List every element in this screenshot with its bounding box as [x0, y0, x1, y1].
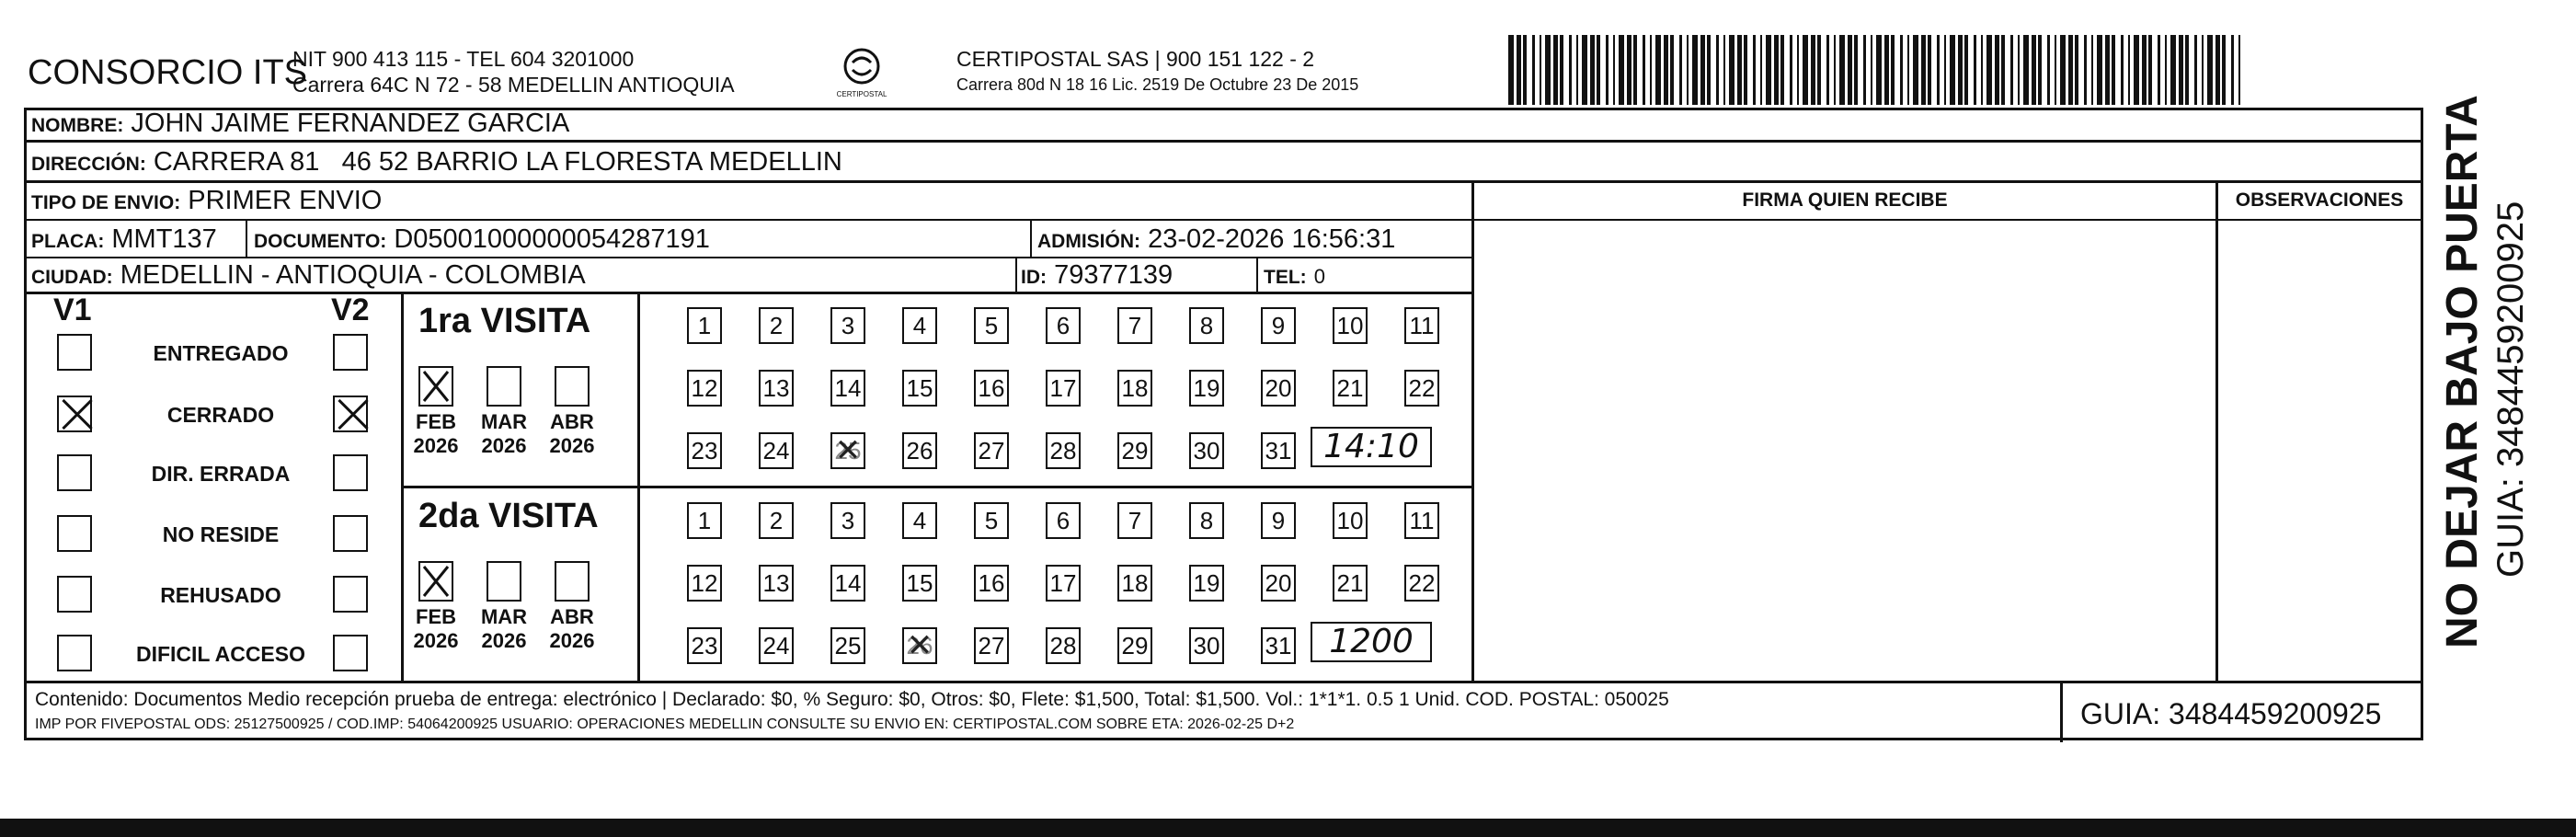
- barcode-bar: [1569, 35, 1572, 105]
- month-year: 2026: [549, 629, 595, 652]
- ciudad-label: CIUDAD:: [31, 267, 113, 288]
- month-checkbox[interactable]: [418, 561, 453, 602]
- direccion-value: CARRERA 81 46 52 BARRIO LA FLORESTA MEDELLIN: [153, 147, 842, 177]
- day-box[interactable]: 17: [1046, 565, 1081, 602]
- barcode-bar: [1876, 35, 1882, 105]
- barcode-bar: [1928, 35, 1931, 105]
- barcode-bar: [2055, 35, 2056, 105]
- barcode-bar: [1619, 35, 1624, 105]
- day-box[interactable]: 3: [830, 502, 865, 539]
- barcode-bar: [2121, 35, 2124, 105]
- barcode-bar: [1834, 35, 1836, 105]
- barcode-bar: [2179, 35, 2183, 105]
- v1-checkbox[interactable]: [57, 334, 92, 371]
- visit-time: 14:10: [1311, 427, 1432, 467]
- day-box[interactable]: 31: [1261, 432, 1296, 469]
- day-box[interactable]: 7: [1117, 502, 1152, 539]
- barcode-bar: [1817, 35, 1821, 105]
- placa-label: PLACA:: [31, 231, 105, 252]
- certipostal-line: CERTIPOSTAL SAS | 900 151 122 - 2: [956, 47, 1315, 71]
- guia-number: GUIA: 3484459200925: [2080, 697, 2382, 730]
- day-box[interactable]: 15: [902, 370, 937, 407]
- check-mark-icon: [420, 368, 452, 405]
- v2-checkbox[interactable]: [333, 515, 368, 552]
- month-year: 2026: [481, 629, 527, 652]
- month-name: FEB: [416, 410, 456, 433]
- day-box[interactable]: 13: [759, 565, 794, 602]
- barcode-bar: [1540, 35, 1541, 105]
- status-option-label: DIR. ERRADA: [151, 462, 291, 486]
- barcode-bar: [1679, 35, 1682, 105]
- barcode-bar: [2060, 35, 2066, 105]
- barcode-bar: [1723, 35, 1725, 105]
- company-contact: [292, 46, 735, 97]
- barcode-bar: [2231, 35, 2234, 105]
- barcode: [1508, 35, 2244, 105]
- day-box[interactable]: 19: [1189, 370, 1224, 407]
- barcode-bar: [2134, 35, 2139, 105]
- month-year: 2026: [413, 629, 459, 652]
- barcode-bar: [1995, 35, 1999, 105]
- day-box[interactable]: 28: [1046, 432, 1081, 469]
- day-box[interactable]: 14: [830, 565, 865, 602]
- barcode-bar: [2047, 35, 2050, 105]
- month-name: MAR: [480, 410, 528, 433]
- day-box[interactable]: 13: [759, 370, 794, 407]
- month-year: 2026: [481, 434, 527, 457]
- tel-label: TEL:: [1264, 267, 1307, 288]
- day-box[interactable]: 3: [830, 307, 865, 344]
- barcode-bar: [1517, 35, 1521, 105]
- day-box[interactable]: 9: [1261, 502, 1296, 539]
- nombre-value: JOHN JAIME FERNANDEZ GARCIA: [131, 109, 570, 138]
- barcode-bar: [1907, 35, 1909, 105]
- day-box[interactable]: 2: [759, 307, 794, 344]
- company-address: Carrera 64C N 72 - 58 MEDELLIN ANTIOQUIA: [292, 73, 735, 97]
- barcode-bar: [1766, 35, 1771, 105]
- month-label: [476, 605, 532, 653]
- day-box[interactable]: 16: [974, 370, 1009, 407]
- month-name: MAR: [480, 605, 528, 628]
- barcode-bar: [1964, 35, 1968, 105]
- v1-checkbox[interactable]: [57, 396, 92, 432]
- day-box[interactable]: 10: [1333, 307, 1368, 344]
- barcode-bar: [1643, 35, 1645, 105]
- day-box[interactable]: 21: [1333, 565, 1368, 602]
- barcode-bar: [1913, 35, 1918, 105]
- barcode-bar: [2207, 35, 2213, 105]
- day-box[interactable]: 17: [1046, 370, 1081, 407]
- day-box[interactable]: 23: [687, 432, 722, 469]
- barcode-bar: [2238, 35, 2240, 105]
- visit-title: 1ra VISITA: [418, 302, 591, 340]
- direccion-label: DIRECCIÓN:: [31, 154, 146, 175]
- month-label: [544, 605, 600, 653]
- barcode-bar: [1921, 35, 1926, 105]
- v1-checkbox[interactable]: [57, 454, 92, 491]
- day-box[interactable]: 28: [1046, 627, 1081, 664]
- admision-cell: [1037, 224, 1395, 255]
- month-name: ABR: [550, 605, 594, 628]
- day-box[interactable]: 29: [1117, 627, 1152, 664]
- barcode-bar: [1797, 35, 1799, 105]
- barcode-bar: [1871, 35, 1872, 105]
- day-box[interactable]: 8: [1189, 502, 1224, 539]
- barcode-bar: [1553, 35, 1558, 105]
- tipo-value: PRIMER ENVIO: [188, 186, 383, 215]
- barcode-bar: [1692, 35, 1698, 105]
- day-box[interactable]: 2: [759, 502, 794, 539]
- barcode-bar: [2010, 35, 2013, 105]
- day-box[interactable]: 16: [974, 565, 1009, 602]
- barcode-bar: [1737, 35, 1742, 105]
- barcode-bar: [1811, 35, 1815, 105]
- barcode-bar: [1545, 35, 1551, 105]
- barcode-bar: [2222, 35, 2226, 105]
- day-box[interactable]: 25 ✕: [830, 432, 865, 469]
- barcode-bar: [2075, 35, 2078, 105]
- status-option-label: REHUSADO: [160, 583, 281, 607]
- day-box[interactable]: 20: [1261, 565, 1296, 602]
- barcode-bar: [1560, 35, 1563, 105]
- day-box[interactable]: 31: [1261, 627, 1296, 664]
- day-box[interactable]: 27: [974, 627, 1009, 664]
- v1-checkbox[interactable]: [57, 635, 92, 671]
- day-box[interactable]: 1: [687, 502, 722, 539]
- barcode-bar: [2185, 35, 2189, 105]
- documento-value: D05001000000054287191: [394, 224, 710, 254]
- barcode-bar: [1790, 35, 1792, 105]
- barcode-bar: [1627, 35, 1631, 105]
- day-box[interactable]: 9: [1261, 307, 1296, 344]
- barcode-bar: [1597, 35, 1600, 105]
- day-box[interactable]: 8: [1189, 307, 1224, 344]
- day-box[interactable]: 20: [1261, 370, 1296, 407]
- barcode-bar: [2128, 35, 2130, 105]
- day-box[interactable]: 6: [1046, 502, 1081, 539]
- v2-header: V2: [331, 292, 370, 327]
- day-box[interactable]: 30: [1189, 432, 1224, 469]
- day-box[interactable]: 26 ✕: [902, 627, 937, 664]
- day-box[interactable]: 23: [687, 627, 722, 664]
- day-box[interactable]: 24: [759, 627, 794, 664]
- barcode-bar: [1508, 35, 1514, 105]
- barcode-bar: [1863, 35, 1866, 105]
- v2-checkbox[interactable]: [333, 635, 368, 671]
- barcode-bar: [2001, 35, 2005, 105]
- day-box[interactable]: 15: [902, 565, 937, 602]
- admision-label: ADMISIÓN:: [1037, 231, 1140, 252]
- firma-header: FIRMA QUIEN RECIBE: [1742, 189, 1948, 211]
- v1-header: V1: [53, 292, 92, 327]
- barcode-bar: [2170, 35, 2176, 105]
- day-box[interactable]: 21: [1333, 370, 1368, 407]
- barcode-bar: [1839, 35, 1845, 105]
- barcode-bar: [2112, 35, 2115, 105]
- day-box[interactable]: 6: [1046, 307, 1081, 344]
- barcode-bar: [1803, 35, 1808, 105]
- nit-line: NIT 900 413 115 - TEL 604 3201000: [292, 47, 635, 71]
- barcode-bar: [1729, 35, 1735, 105]
- month-label: [408, 410, 464, 458]
- barcode-bar: [1716, 35, 1719, 105]
- day-box[interactable]: 30: [1189, 627, 1224, 664]
- barcode-bar: [1590, 35, 1595, 105]
- barcode-bar: [1633, 35, 1637, 105]
- barcode-bar: [1854, 35, 1858, 105]
- id-value: 79377139: [1054, 260, 1174, 290]
- barcode-bar: [2105, 35, 2110, 105]
- tipo-label: TIPO DE ENVIO:: [31, 192, 181, 213]
- visit-title: 2da VISITA: [418, 497, 599, 535]
- day-box[interactable]: 4: [902, 307, 937, 344]
- day-box[interactable]: 11: [1404, 307, 1439, 344]
- month-label: [476, 410, 532, 458]
- day-box[interactable]: 18: [1117, 370, 1152, 407]
- no-dejar-warning: NO DEJAR BAJO PUERTA: [2438, 95, 2487, 648]
- barcode-bar: [1937, 35, 1940, 105]
- barcode-bar: [1532, 35, 1535, 105]
- barcode-bar: [1760, 35, 1762, 105]
- barcode-bar: [1744, 35, 1747, 105]
- documento-label: DOCUMENTO:: [254, 231, 387, 252]
- month-checkbox[interactable]: [487, 561, 521, 602]
- day-box[interactable]: 1: [687, 307, 722, 344]
- day-box[interactable]: 4: [902, 502, 937, 539]
- day-box[interactable]: 26: [902, 432, 937, 469]
- barcode-bar: [1944, 35, 1946, 105]
- scan-edge: [0, 819, 2576, 837]
- v1-checkbox[interactable]: [57, 515, 92, 552]
- barcode-bar: [1986, 35, 1992, 105]
- barcode-bar: [2023, 35, 2029, 105]
- month-checkbox[interactable]: [487, 366, 521, 407]
- barcode-bar: [2158, 35, 2160, 105]
- month-label: [544, 410, 600, 458]
- v2-checkbox[interactable]: [333, 334, 368, 371]
- barcode-bar: [1613, 35, 1615, 105]
- barcode-bar: [2091, 35, 2093, 105]
- barcode-bar: [1891, 35, 1895, 105]
- barcode-bar: [2018, 35, 2020, 105]
- barcode-bar: [1753, 35, 1756, 105]
- admision-value: 23-02-2026 16:56:31: [1148, 224, 1396, 254]
- id-label: ID:: [1021, 267, 1047, 288]
- barcode-bar: [1774, 35, 1779, 105]
- barcode-bar: [1974, 35, 1976, 105]
- barcode-bar: [1700, 35, 1705, 105]
- day-box[interactable]: 12: [687, 370, 722, 407]
- day-box[interactable]: 25: [830, 627, 865, 664]
- barcode-bar: [1900, 35, 1903, 105]
- barcode-bar: [1650, 35, 1652, 105]
- day-box[interactable]: 24: [759, 432, 794, 469]
- status-option-label: DIFICIL ACCESO: [135, 642, 305, 666]
- day-box[interactable]: 11: [1404, 502, 1439, 539]
- visit-time: 1200: [1311, 622, 1432, 662]
- day-box[interactable]: 19: [1189, 565, 1224, 602]
- documento-cell: [254, 224, 710, 255]
- barcode-bar: [2215, 35, 2220, 105]
- barcode-bar: [2097, 35, 2102, 105]
- barcode-bar: [2068, 35, 2073, 105]
- month-name: FEB: [416, 605, 456, 628]
- tipo-row: [31, 186, 382, 216]
- tel-cell: [1264, 260, 1325, 291]
- status-option-label: ENTREGADO: [153, 341, 289, 365]
- v1-checkbox[interactable]: [57, 576, 92, 613]
- month-checkbox[interactable]: [555, 561, 590, 602]
- barcode-bar: [1670, 35, 1674, 105]
- month-checkbox[interactable]: [418, 366, 453, 407]
- day-box[interactable]: 29: [1117, 432, 1152, 469]
- side-guia-number: GUIA: 3484459200925: [2490, 201, 2531, 578]
- nombre-row: [31, 109, 569, 139]
- barcode-bar: [2165, 35, 2167, 105]
- id-cell: [1021, 260, 1173, 291]
- month-checkbox[interactable]: [555, 366, 590, 407]
- v2-checkbox[interactable]: [333, 396, 368, 432]
- barcode-bar: [1848, 35, 1852, 105]
- day-box[interactable]: 7: [1117, 307, 1152, 344]
- barcode-bar: [1707, 35, 1711, 105]
- month-year: 2026: [549, 434, 595, 457]
- certipostal-address: Carrera 80d N 18 16 Lic. 2519 De Octubre 23 De 2015: [956, 75, 1359, 94]
- observaciones-header: OBSERVACIONES: [2235, 189, 2404, 211]
- barcode-bar: [1950, 35, 1955, 105]
- v2-checkbox[interactable]: [333, 576, 368, 613]
- status-option-label: CERRADO: [166, 403, 275, 427]
- day-box[interactable]: 10: [1333, 502, 1368, 539]
- day-box[interactable]: 22: [1404, 370, 1439, 407]
- print-details: IMP POR FIVEPOSTAL ODS: 25127500925 / COD.IMP: 54064200925 USUARIO: OPERACIONES MEDELLIN CONSULTE SU ENVIO EN: CERTIPOSTAL.COM SOBRE ETA: 2026-02-25 D+2: [35, 717, 1295, 732]
- day-box[interactable]: 5: [974, 307, 1009, 344]
- day-box[interactable]: 5: [974, 502, 1009, 539]
- direccion-row: [31, 147, 842, 178]
- barcode-bar: [1576, 35, 1578, 105]
- barcode-bar: [2148, 35, 2152, 105]
- month-name: ABR: [550, 410, 594, 433]
- status-option-label: NO RESIDE: [162, 522, 280, 546]
- barcode-bar: [1958, 35, 1963, 105]
- barcode-bar: [1981, 35, 1983, 105]
- placa-value: MMT137: [111, 224, 217, 254]
- barcode-bar: [2038, 35, 2042, 105]
- certipostal-info: [956, 46, 1358, 97]
- barcode-bar: [2142, 35, 2147, 105]
- ciudad-value: MEDELLIN - ANTIOQUIA - COLOMBIA: [120, 260, 586, 290]
- day-box[interactable]: 27: [974, 432, 1009, 469]
- barcode-bar: [1582, 35, 1587, 105]
- day-box[interactable]: 18: [1117, 565, 1152, 602]
- ciudad-cell: [31, 260, 586, 291]
- placa-cell: [31, 224, 217, 255]
- barcode-bar: [2194, 35, 2197, 105]
- day-box[interactable]: 12: [687, 565, 722, 602]
- day-box[interactable]: 14: [830, 370, 865, 407]
- barcode-bar: [2084, 35, 2087, 105]
- nombre-label: NOMBRE:: [31, 115, 124, 136]
- logo-text: CERTIPOSTAL: [836, 90, 887, 98]
- barcode-bar: [1884, 35, 1889, 105]
- barcode-bar: [1826, 35, 1829, 105]
- day-box[interactable]: 22: [1404, 565, 1439, 602]
- barcode-bar: [1523, 35, 1527, 105]
- company-name: CONSORCIO ITS: [28, 53, 308, 92]
- barcode-bar: [1655, 35, 1661, 105]
- barcode-bar: [2032, 35, 2036, 105]
- check-mark-icon: [420, 563, 452, 600]
- month-label: [408, 605, 464, 653]
- barcode-bar: [1687, 35, 1689, 105]
- barcode-bar: [1664, 35, 1668, 105]
- barcode-bar: [1606, 35, 1609, 105]
- content-details: Contenido: Documentos Medio recepción prueba de entrega: electrónico | Declarado: $0, % Seguro: $0, Otros: $0, Flete: $1,500, Total: $1,500. Vol.: 1*1*1. 0.5 1 Unid. COD. POSTAL: 050025: [35, 689, 1669, 710]
- barcode-bar: [1780, 35, 1784, 105]
- tel-value: 0: [1313, 265, 1325, 288]
- month-year: 2026: [413, 434, 459, 457]
- barcode-bar: [2202, 35, 2204, 105]
- v2-checkbox[interactable]: [333, 454, 368, 491]
